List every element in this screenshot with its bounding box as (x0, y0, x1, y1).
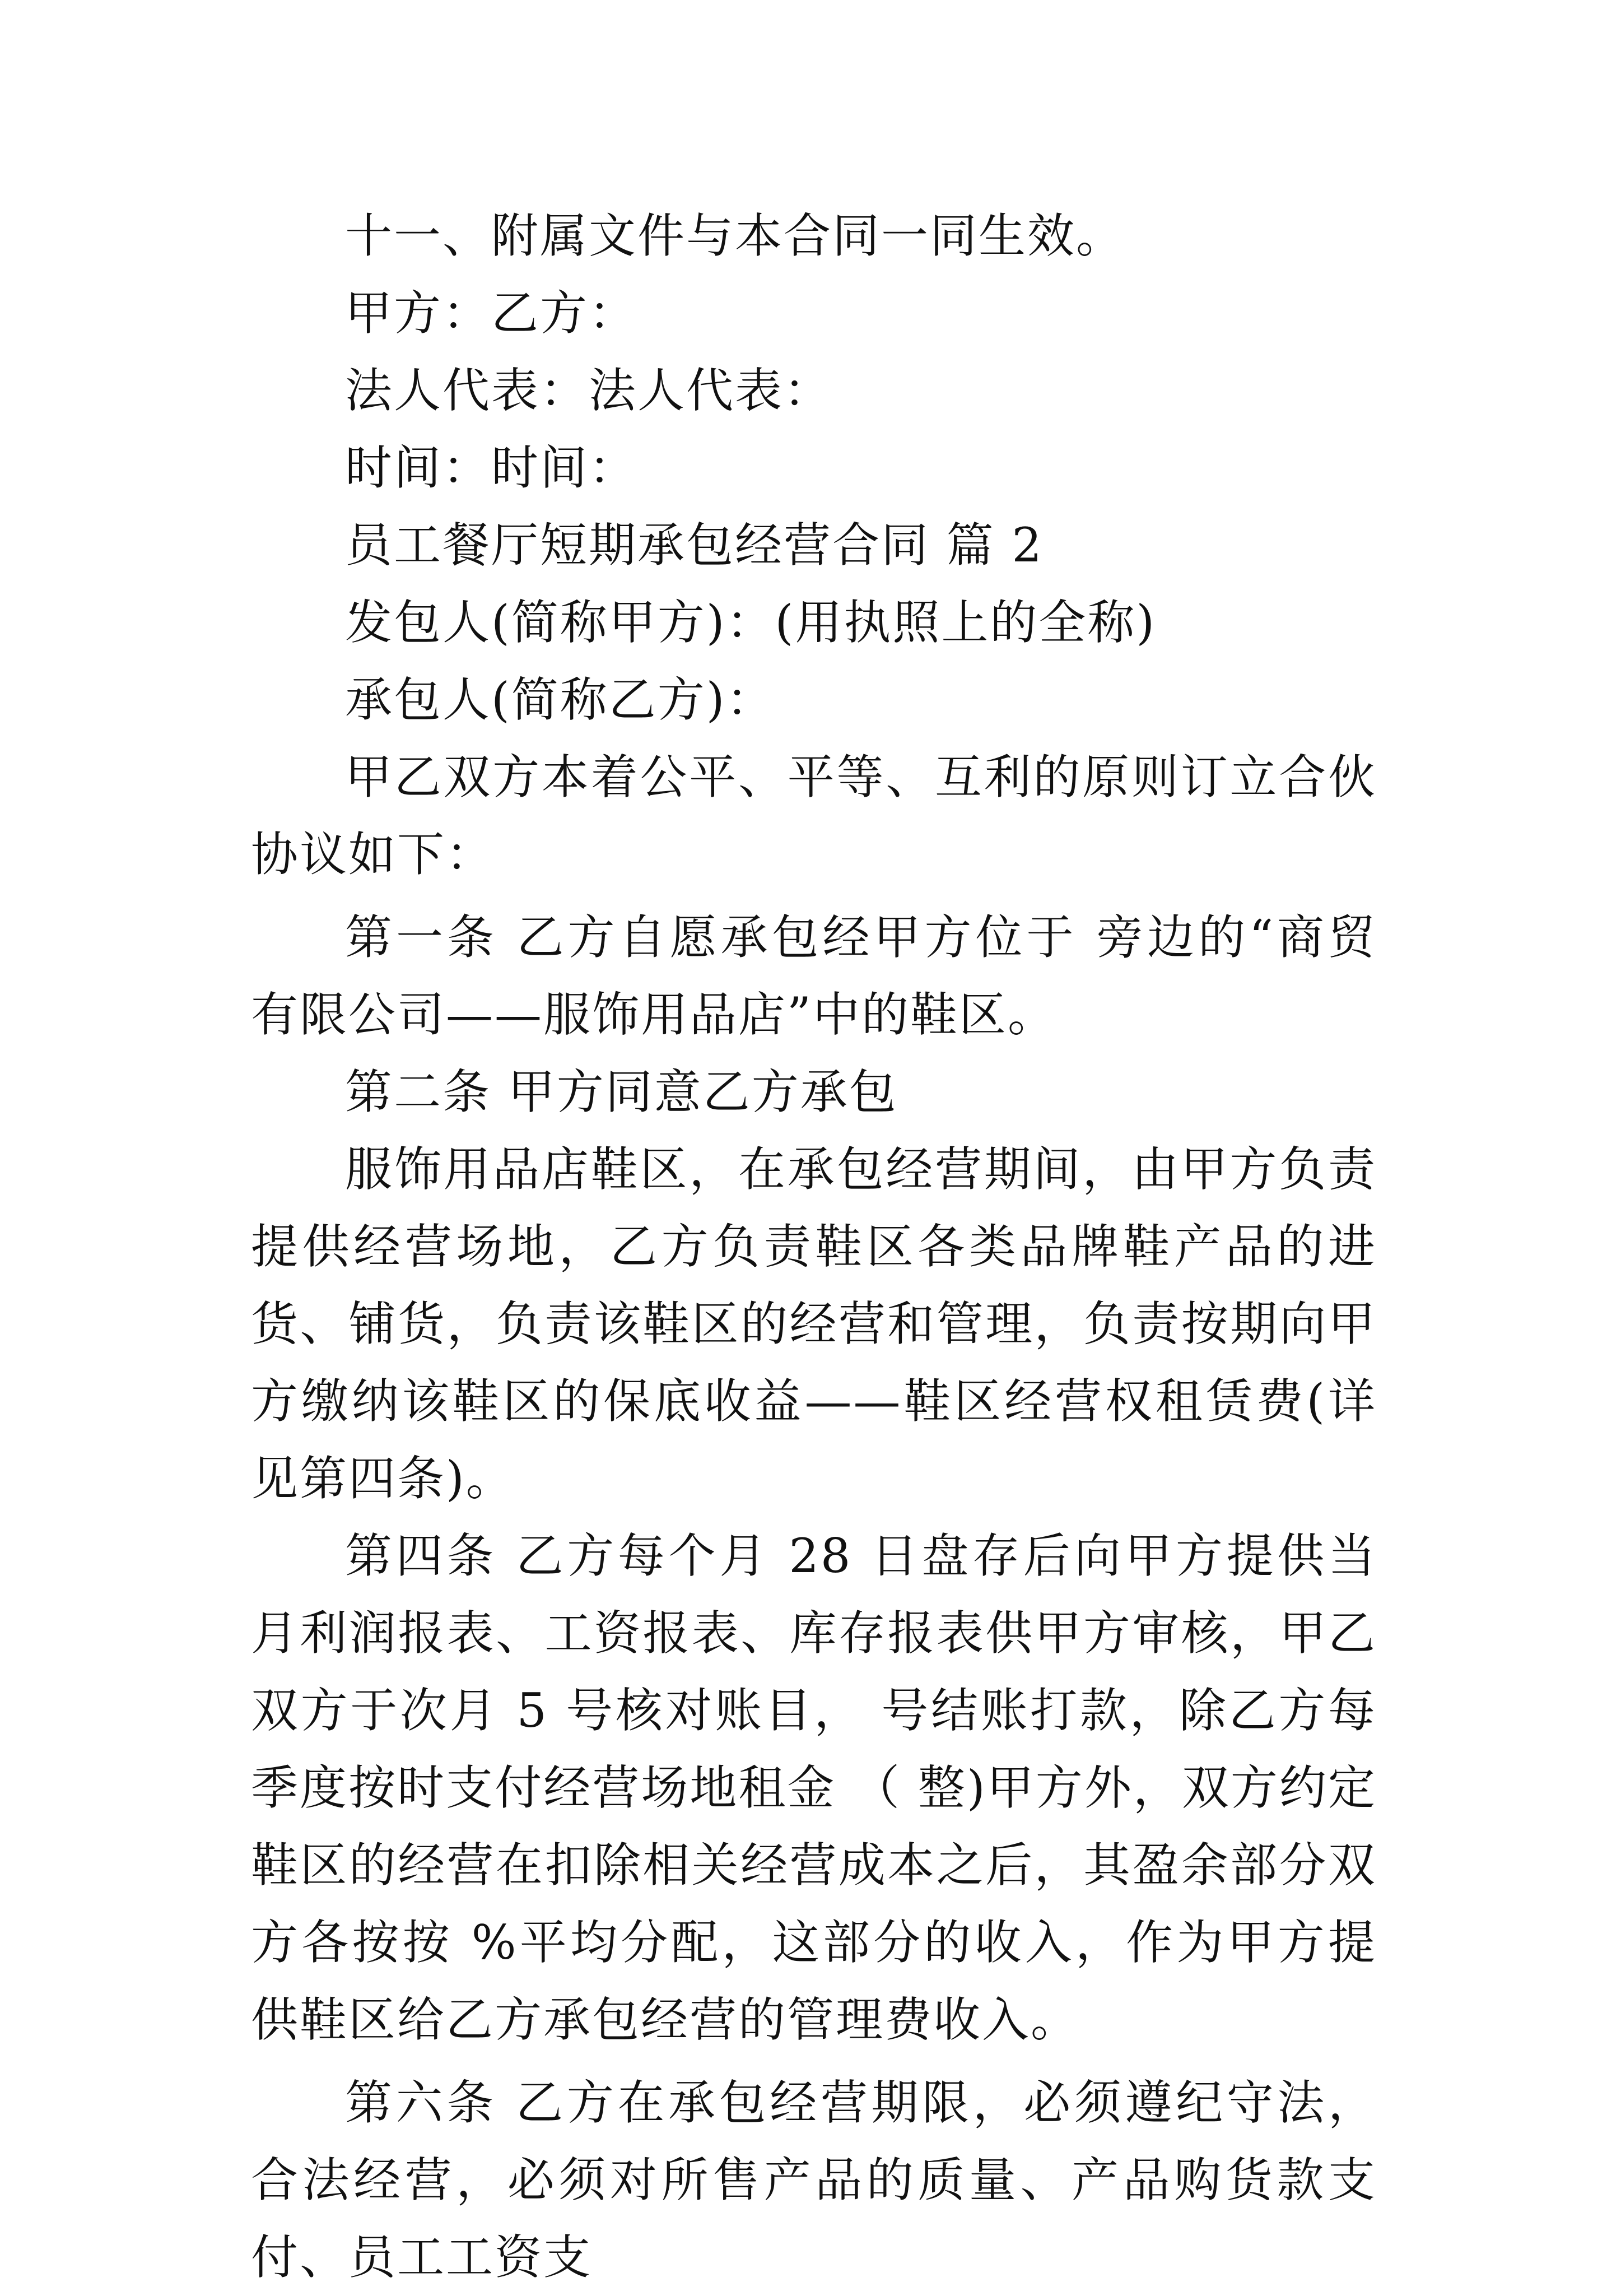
contract-title: 员工餐厅短期承包经营合同 篇 2 (345, 518, 1044, 573)
article-one: 第一条 乙方自愿承包经甲方位于 旁边的“商贸有限公司——服饰用品店”中的鞋区。 (251, 910, 1377, 1042)
article-four: 第四条 乙方每个月 28 日盘存后向甲方提供当月利润报表、工资报表、库存报表供甲方审核，甲乙双方于次月 5 号核对账目， 号结账打款，除乙方每季度按时支付经营场地租金 （ 整)甲方外，双方约定鞋区的经营在扣除相关经营成本之后，其盈余部分双方各按按 %平均分配，这部分的收入，作为甲方提供鞋区给乙方承包经营的管理费收入。 (251, 1528, 1377, 2047)
contractor-party-a: 发包人(简称甲方)：(用执照上的全称) (345, 595, 1157, 650)
article-six: 第六条 乙方在承包经营期限，必须遵纪守法，合法经营，必须对所售产品的质量、产品购货款支付、员工工资支 (251, 2075, 1377, 2285)
legal-representative: 法人代表：法人代表： (345, 363, 833, 418)
article-two: 第二条 甲方同意乙方承包 (345, 1065, 898, 1119)
date-line: 时间：时间： (345, 440, 638, 495)
article-two-detail: 服饰用品店鞋区，在承包经营期间，由甲方负责提供经营场地，乙方负责鞋区各类品牌鞋产品的进货、铺货，负责该鞋区的经营和管理，负责按期向甲方缴纳该鞋区的保底收益——鞋区经营权租赁费(详见第四条)。 (251, 1142, 1377, 1506)
party-a-b-signature: 甲方：乙方： (345, 286, 638, 341)
contractor-party-b: 承包人(简称乙方)： (345, 672, 775, 727)
clause-eleven: 十一、附属文件与本合同一同生效。 (345, 208, 1125, 263)
agreement-intro: 甲乙双方本着公平、平等、互利的原则订立合伙协议如下： (251, 750, 1377, 882)
document-page (251, 197, 1377, 2296)
